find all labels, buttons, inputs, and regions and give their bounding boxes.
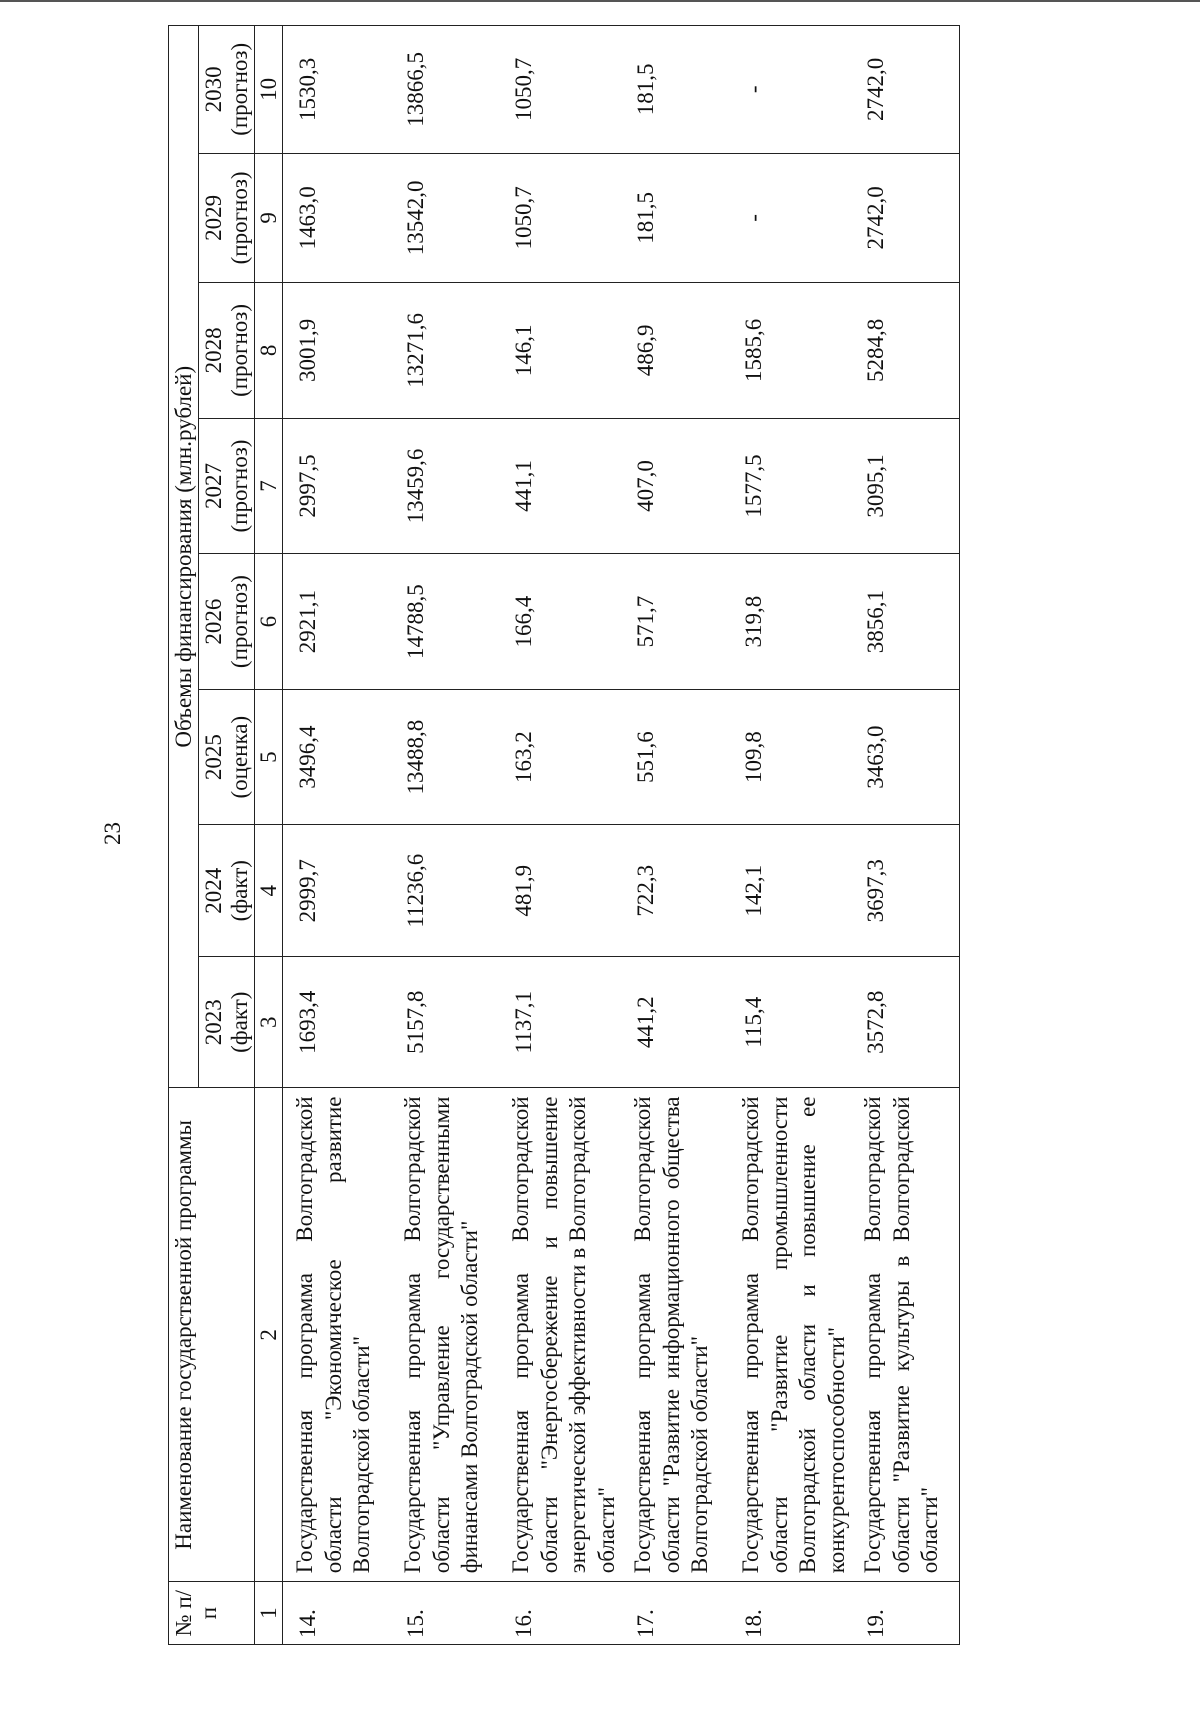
funding-value: 722,3 xyxy=(621,825,729,957)
funding-value: 3856,1 xyxy=(851,554,960,690)
funding-value: 166,4 xyxy=(499,554,621,690)
funding-value: 2997,5 xyxy=(283,418,392,554)
year-label: 2026 xyxy=(201,598,227,645)
funding-value: 3572,8 xyxy=(851,956,960,1088)
funding-value: 319,8 xyxy=(729,554,851,690)
column-numbers-row xyxy=(254,26,282,1645)
year-header xyxy=(199,554,255,690)
year-header xyxy=(199,26,255,154)
page-number: 23 xyxy=(100,822,125,845)
funding-value: 13866,5 xyxy=(391,26,499,154)
year-header xyxy=(199,153,255,283)
column-number: 7 xyxy=(254,418,282,554)
column-number: 5 xyxy=(254,689,282,825)
funding-value: 2742,0 xyxy=(851,26,960,154)
row-number: 18. xyxy=(729,1582,851,1645)
program-name: Государственная программа Волгоградской области "Развитие информационного общества Волгоградской области" xyxy=(621,1088,729,1582)
rotated-table-area xyxy=(168,25,1168,1645)
funding-value: 13542,0 xyxy=(391,153,499,283)
row-number: 17. xyxy=(621,1582,729,1645)
table-row xyxy=(391,26,499,1645)
year-header xyxy=(199,283,255,419)
year-kind-label: (факт) xyxy=(226,991,252,1053)
year-kind-label: (прогноз) xyxy=(226,303,252,397)
table-row xyxy=(621,26,729,1645)
funding-value: 1137,1 xyxy=(499,956,621,1088)
year-label: 2023 xyxy=(201,999,227,1046)
year-header xyxy=(199,956,255,1088)
scan-edge-line xyxy=(0,0,1200,2)
num-column-header: № п/п xyxy=(169,1582,255,1645)
funding-value: 14788,5 xyxy=(391,554,499,690)
funding-value: - xyxy=(729,26,851,154)
funding-value: 3463,0 xyxy=(851,689,960,825)
funding-value: 1050,7 xyxy=(499,153,621,283)
year-kind-label: (прогноз) xyxy=(226,42,252,136)
table-row xyxy=(729,26,851,1645)
year-label: 2025 xyxy=(201,734,227,781)
funding-value: 1050,7 xyxy=(499,26,621,154)
funding-value: 5284,8 xyxy=(851,283,960,419)
year-header xyxy=(199,825,255,957)
year-kind-label: (прогноз) xyxy=(226,171,252,265)
funding-value: 142,1 xyxy=(729,825,851,957)
header-row xyxy=(169,26,199,1645)
funding-value: 1585,6 xyxy=(729,283,851,419)
year-kind-label: (оценка) xyxy=(226,715,252,799)
funding-value: 1530,3 xyxy=(283,26,392,154)
funding-value: 3697,3 xyxy=(851,825,960,957)
year-header xyxy=(199,418,255,554)
column-number: 3 xyxy=(254,956,282,1088)
funding-value: 13488,8 xyxy=(391,689,499,825)
funding-value: 1463,0 xyxy=(283,153,392,283)
year-label: 2030 xyxy=(201,66,227,113)
funding-value: 441,1 xyxy=(499,418,621,554)
program-name: Государственная программа Волгоградской области "Управление государственными финансами Волгоградской области" xyxy=(391,1088,499,1582)
year-label: 2029 xyxy=(201,194,227,241)
table-row xyxy=(283,26,392,1645)
row-number: 15. xyxy=(391,1582,499,1645)
column-number: 2 xyxy=(254,1088,282,1582)
name-column-header: Наименование государственной программы xyxy=(169,1088,255,1582)
funding-value: 109,8 xyxy=(729,689,851,825)
year-header xyxy=(199,689,255,825)
funding-value: 181,5 xyxy=(621,153,729,283)
funding-value: 146,1 xyxy=(499,283,621,419)
funding-value: 181,5 xyxy=(621,26,729,154)
funding-value: 3001,9 xyxy=(283,283,392,419)
funding-table xyxy=(168,25,960,1645)
funding-value: 2921,1 xyxy=(283,554,392,690)
funding-value: 407,0 xyxy=(621,418,729,554)
table-row xyxy=(499,26,621,1645)
funding-value: 13459,6 xyxy=(391,418,499,554)
program-name: Государственная программа Волгоградской области "Энергосбережение и повышение энергетической эффективности в Волгоградской области" xyxy=(499,1088,621,1582)
year-label: 2027 xyxy=(201,463,227,509)
year-label: 2028 xyxy=(201,327,227,374)
funding-header: Объемы финансирования (млн.рублей) xyxy=(169,26,199,1089)
year-kind-label: (факт) xyxy=(226,860,252,922)
funding-value: 2742,0 xyxy=(851,153,960,283)
row-number: 14. xyxy=(283,1582,392,1645)
table-body xyxy=(283,26,960,1645)
funding-value: 115,4 xyxy=(729,956,851,1088)
funding-value: 11236,6 xyxy=(391,825,499,957)
row-number: 16. xyxy=(499,1582,621,1645)
column-number: 1 xyxy=(254,1582,282,1645)
program-name: Государственная программа Волгоградской области "Экономическое развитие Волгоградской области" xyxy=(283,1088,392,1582)
funding-value: 163,2 xyxy=(499,689,621,825)
column-number: 6 xyxy=(254,554,282,690)
funding-value: 1693,4 xyxy=(283,956,392,1088)
funding-value: 441,2 xyxy=(621,956,729,1088)
funding-value: 3095,1 xyxy=(851,418,960,554)
program-name: Государственная программа Волгоградской области "Развитие культуры в Волгоградской области" xyxy=(851,1088,960,1582)
funding-value: 13271,6 xyxy=(391,283,499,419)
funding-value: 571,7 xyxy=(621,554,729,690)
table-row xyxy=(851,26,960,1645)
column-number: 10 xyxy=(254,26,282,154)
funding-value: 2999,7 xyxy=(283,825,392,957)
year-kind-label: (прогноз) xyxy=(226,575,252,669)
funding-value: 3496,4 xyxy=(283,689,392,825)
funding-value: 5157,8 xyxy=(391,956,499,1088)
funding-value: - xyxy=(729,153,851,283)
row-number: 19. xyxy=(851,1582,960,1645)
funding-value: 551,6 xyxy=(621,689,729,825)
year-kind-label: (прогноз) xyxy=(226,439,252,533)
column-number: 8 xyxy=(254,283,282,419)
funding-value: 486,9 xyxy=(621,283,729,419)
column-number: 4 xyxy=(254,825,282,957)
funding-value: 481,9 xyxy=(499,825,621,957)
program-name: Государственная программа Волгоградской области "Развитие промышленности Волгоградской области и повышение ее конкурентоспособности" xyxy=(729,1088,851,1582)
funding-value: 1577,5 xyxy=(729,418,851,554)
year-label: 2024 xyxy=(201,867,227,914)
column-number: 9 xyxy=(254,153,282,283)
